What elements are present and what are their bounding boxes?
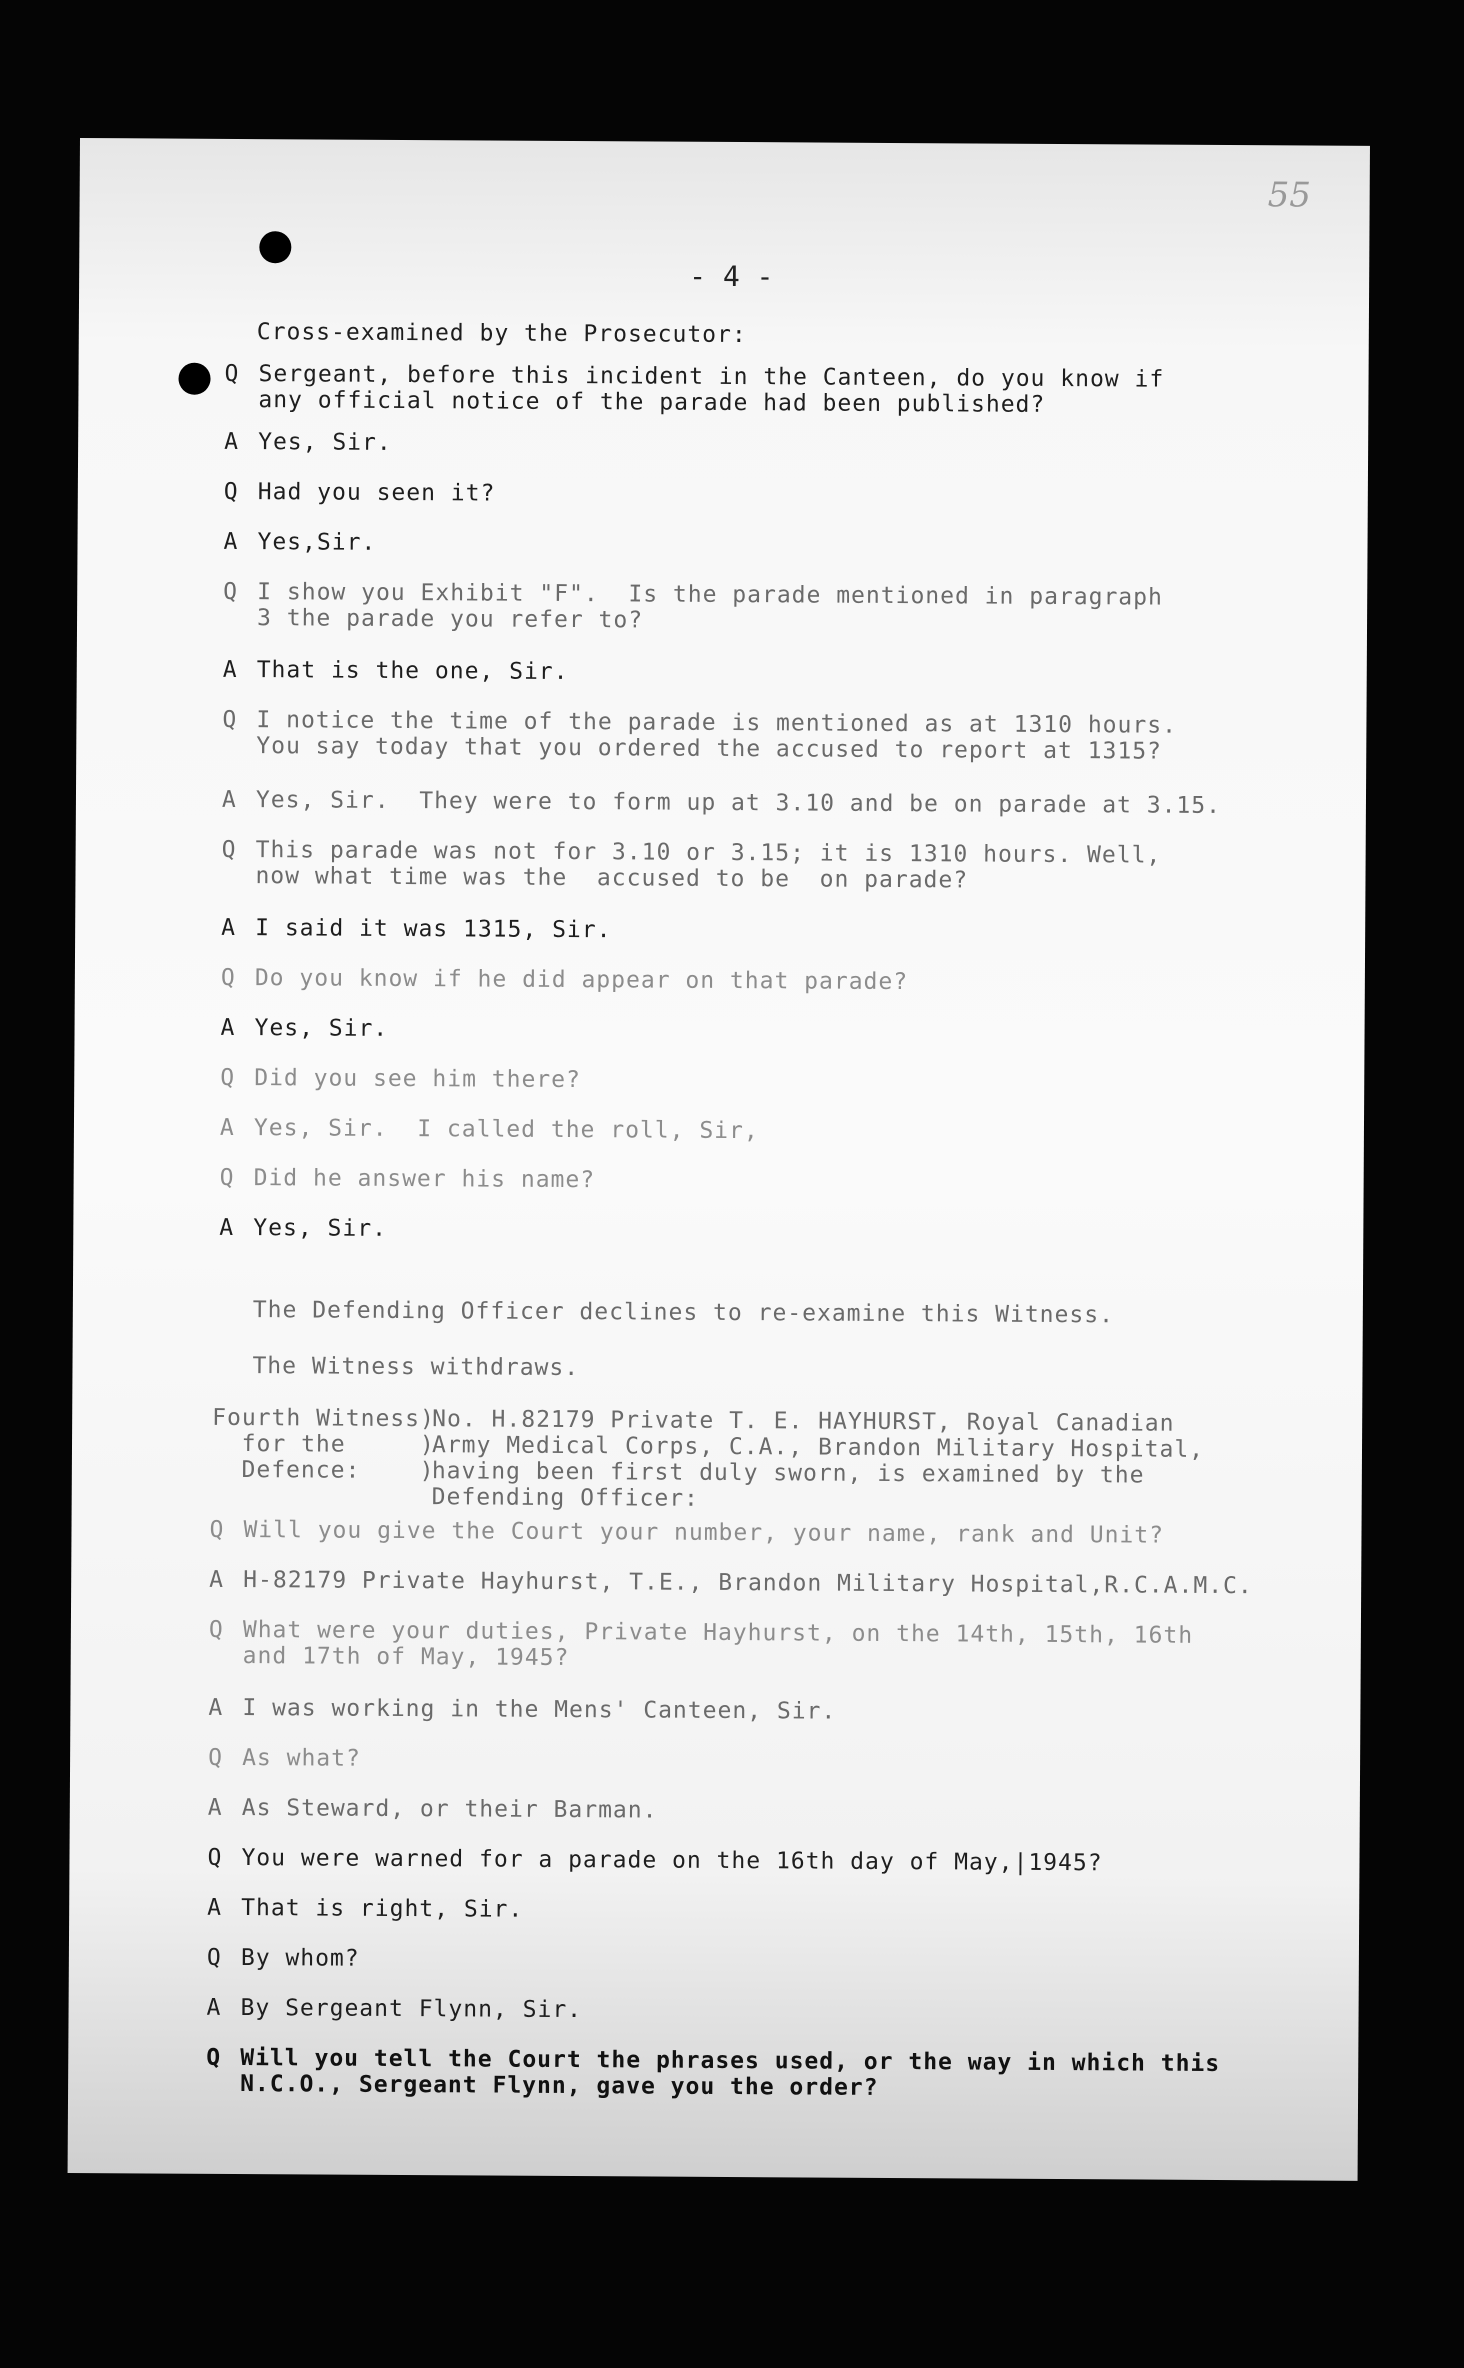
question-line: 3 the parade you refer to? xyxy=(256,605,644,634)
statement-withdraws: The Witness withdraws. xyxy=(252,1353,580,1382)
qa-marker: A xyxy=(207,1794,223,1821)
qa-marker: A xyxy=(221,786,237,813)
qa-marker: A xyxy=(223,528,239,555)
answer-line: As Steward, or their Barman. xyxy=(241,1795,658,1824)
document-page xyxy=(68,138,1370,2181)
answer-line: I said it was 1315, Sir. xyxy=(255,915,612,944)
qa-marker: A xyxy=(206,1994,222,2021)
question-line: I notice the time of the parade is mentioned as at 1310 hours. xyxy=(256,707,1178,739)
qa-marker: Q xyxy=(222,706,238,733)
qa-marker: A xyxy=(209,1566,225,1593)
witness-text-1: No. H.82179 Private T. E. HAYHURST, Royal Canadian xyxy=(432,1406,1175,1437)
qa-marker: A xyxy=(224,428,240,455)
answer-line: Yes,Sir. xyxy=(257,529,377,556)
question-line: any official notice of the parade had been published? xyxy=(258,387,1046,418)
question-line: You were warned for a parade on the 16th day of May,|1945? xyxy=(241,1845,1103,1877)
qa-marker: Q xyxy=(220,1064,236,1091)
question-line: Had you seen it? xyxy=(257,479,496,507)
question-line: Did you see him there? xyxy=(254,1065,581,1094)
answer-line: I was working in the Mens' Canteen, Sir. xyxy=(242,1695,837,1725)
qa-marker: A xyxy=(207,1894,223,1921)
question-line: I show you Exhibit "F". Is the parade mentioned in paragraph xyxy=(257,579,1163,611)
qa-marker: A xyxy=(219,1114,235,1141)
punch-hole-middle xyxy=(178,363,210,395)
qa-marker: Q xyxy=(206,1944,222,1971)
page-number: - 4 - xyxy=(689,259,774,294)
question-line: You say today that you ordered the accused to report at 1315? xyxy=(256,733,1163,765)
witness-label-1: Fourth Witness) xyxy=(212,1404,435,1433)
answer-line: Yes, Sir. xyxy=(253,1215,388,1242)
question-line: By whom? xyxy=(240,1945,360,1972)
answer-line: That is right, Sir. xyxy=(241,1895,524,1923)
qa-marker: Q xyxy=(208,1616,224,1643)
statement-declines: The Defending Officer declines to re-examine this Witness. xyxy=(252,1297,1115,1329)
answer-line: By Sergeant Flynn, Sir. xyxy=(240,1995,583,2024)
question-line: Will you tell the Court the phrases used, or the way in which this xyxy=(240,2045,1221,2078)
qa-marker: A xyxy=(222,656,238,683)
witness-text-2: Army Medical Corps, C.A., Brandon Military Hospital, xyxy=(431,1432,1205,1463)
answer-line: Yes, Sir. xyxy=(254,1015,389,1042)
question-line: As what? xyxy=(242,1745,361,1772)
answer-line: Yes, Sir. I called the roll, Sir, xyxy=(253,1115,759,1145)
answer-line: H-82179 Private Hayhurst, T.E., Brandon Military Hospital,R.C.A.M.C. xyxy=(243,1567,1253,1600)
witness-label-2: for the ) xyxy=(211,1430,435,1459)
witness-text-3: having been first duly sworn, is examined by the xyxy=(431,1458,1145,1489)
answer-line: Yes, Sir. xyxy=(258,429,392,456)
qa-marker: Q xyxy=(209,1516,225,1543)
page-corner-mark: 55 xyxy=(1267,175,1312,216)
qa-marker: Q xyxy=(221,836,237,863)
qa-marker: A xyxy=(220,1014,236,1041)
question-line: What were your duties, Private Hayhurst, on the 14th, 15th, 16th xyxy=(242,1617,1194,1649)
witness-label-3: Defence: ) xyxy=(211,1456,435,1485)
qa-marker: Q xyxy=(208,1744,224,1771)
question-line: Will you give the Court your number, your name, rank and Unit? xyxy=(243,1517,1165,1549)
answer-line: That is the one, Sir. xyxy=(256,657,569,685)
qa-marker: A xyxy=(221,914,237,941)
question-line: Sergeant, before this incident in the Canteen, do you know if xyxy=(258,361,1165,393)
question-line: This parade was not for 3.10 or 3.15; it is 1310 hours. Well, xyxy=(255,837,1162,869)
qa-marker: A xyxy=(219,1214,235,1241)
qa-marker: Q xyxy=(220,964,236,991)
question-line: N.C.O., Sergeant Flynn, gave you the order? xyxy=(240,2071,879,2101)
qa-marker: Q xyxy=(207,1844,223,1871)
question-line: and 17th of May, 1945? xyxy=(242,1643,570,1672)
witness-text-4: Defending Officer: xyxy=(431,1484,700,1512)
qa-marker: Q xyxy=(223,578,239,605)
question-line: Do you know if he did appear on that parade? xyxy=(254,965,909,996)
qa-marker: Q xyxy=(206,2044,222,2071)
question-line: now what time was the accused to be on parade? xyxy=(255,863,969,894)
qa-marker: A xyxy=(208,1694,224,1721)
section-heading: Cross-examined by the Prosecutor: xyxy=(256,319,747,349)
qa-marker: Q xyxy=(224,360,240,387)
answer-line: Yes, Sir. They were to form up at 3.10 and be on parade at 3.15. xyxy=(255,787,1222,819)
question-line: Did he answer his name? xyxy=(253,1165,596,1194)
qa-marker: Q xyxy=(219,1164,235,1191)
qa-marker: Q xyxy=(223,478,239,505)
punch-hole-top xyxy=(259,231,291,263)
